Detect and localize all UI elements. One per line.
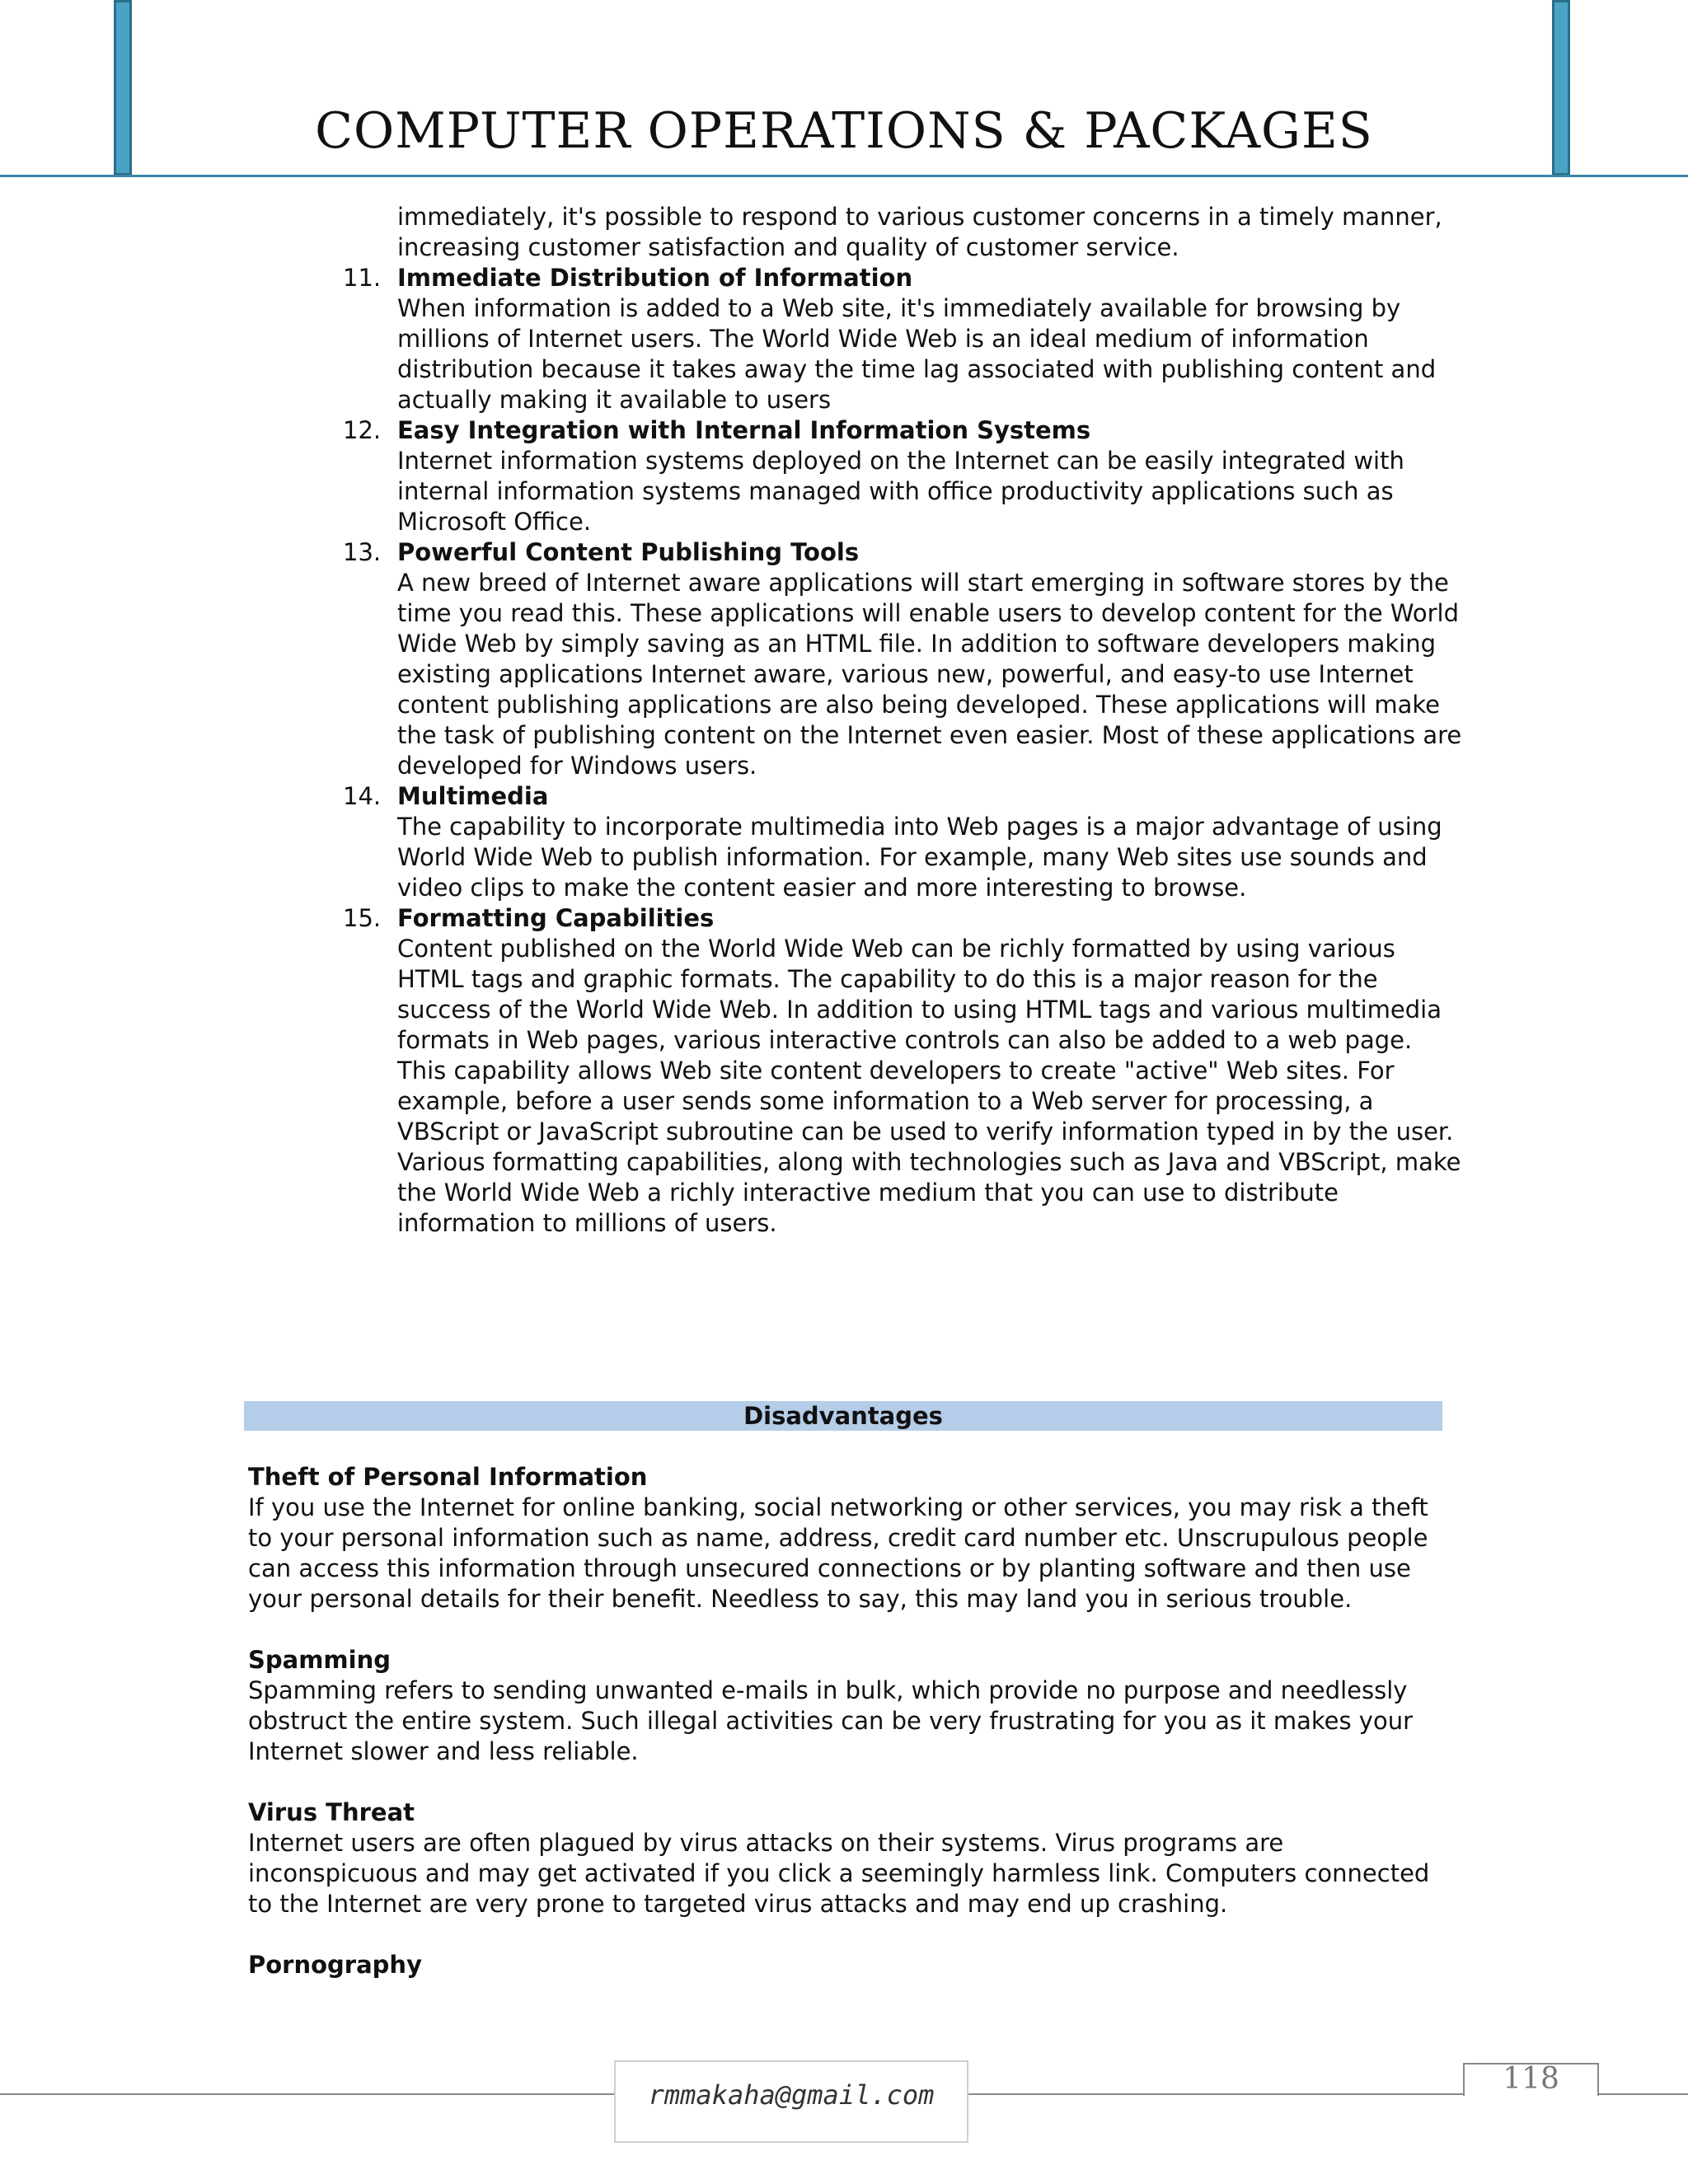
- item-body: The capability to incorporate multimedia into Web pages is a major advantage of using World Wide Web to publish information. For example, many Web sites use sounds and video clips to make the content easier and more interesting to browse.: [397, 813, 1442, 902]
- page-number: 118: [1463, 2063, 1599, 2096]
- item-body: A new breed of Internet aware applications will start emerging in software stores by the time you read this. These applications will enable users to develop content for the World Wide Web by simply saving as an HTML file. In addition to software developers making existing applications Internet aware, various new, powerful, and easy-to use Internet content publishing applications are also being developed. These applications will make the task of publishing content on the Internet even easier. Most of these applications are developed for Windows users.: [397, 569, 1462, 780]
- footer-email: rmmakaha@gmail.com: [614, 2060, 968, 2143]
- disadvantage-title: Virus Threat: [248, 1798, 415, 1826]
- item-title: Powerful Content Publishing Tools: [397, 538, 860, 566]
- page-header-title: COMPUTER OPERATIONS & PACKAGES: [315, 102, 1373, 160]
- disadvantage-body: Spamming refers to sending unwanted e-mails in bulk, which provide no purpose and needlessly obstruct the entire system. Such illegal activities can be very frustrating for you as it makes your Internet slower and less reliable.: [248, 1676, 1414, 1765]
- item-number: 15.: [343, 904, 382, 932]
- list-item: [343, 537, 1467, 781]
- disadvantage-title: Theft of Personal Information: [248, 1463, 648, 1491]
- disadvantage-block: [248, 1462, 1451, 1615]
- disadvantage-body: Internet users are often plagued by virus attacks on their systems. Virus programs are inconspicuous and may get activated if you click a seemingly harmless link. Computers connected to the Internet are very prone to targeted virus attacks and may end up crashing.: [248, 1829, 1430, 1918]
- list-item: [343, 781, 1467, 903]
- item-number: 14.: [343, 782, 382, 810]
- footer-rule-right: [968, 2093, 1463, 2095]
- footer-rule-tail: [1599, 2093, 1688, 2095]
- footer-rule-left: [0, 2093, 614, 2095]
- advantages-list: [343, 202, 1467, 1239]
- disadvantage-block: [248, 1950, 1451, 1980]
- disadvantage-block: [248, 1645, 1451, 1767]
- item-title: Immediate Distribution of Information: [397, 264, 913, 292]
- disadvantage-body: If you use the Internet for online banking, social networking or other services, you may risk a theft to your personal information such as name, address, credit card number etc. Unscrupulous people can access this information through unsecured connections or by planting software and then use your personal details for their benefit. Needless to say, this may land you in serious trouble.: [248, 1493, 1428, 1613]
- disadvantage-title: Pornography: [248, 1951, 422, 1979]
- disadvantage-title: Spamming: [248, 1646, 391, 1674]
- item-title: Multimedia: [397, 782, 549, 810]
- continuation-paragraph: immediately, it's possible to respond to various customer concerns in a timely manner, increasing customer satisfaction and quality of customer service.: [397, 203, 1442, 261]
- item-title: Formatting Capabilities: [397, 904, 715, 932]
- disadvantages-section: [248, 1462, 1451, 2011]
- item-number: 11.: [343, 264, 382, 292]
- disadvantages-heading: Disadvantages: [244, 1401, 1442, 1431]
- item-body: When information is added to a Web site, it's immediately available for browsing by millions of Internet users. The World Wide Web is an ideal medium of information distribution because it takes away the time lag associated with publishing content and actually making it available to users: [397, 294, 1437, 414]
- list-item: [343, 263, 1467, 415]
- item-title: Easy Integration with Internal Information Systems: [397, 416, 1091, 444]
- item-body: Internet information systems deployed on the Internet can be easily integrated with internal information systems managed with office productivity applications such as Microsoft Office.: [397, 447, 1404, 536]
- item-number: 13.: [343, 538, 382, 566]
- item-number: 12.: [343, 416, 382, 444]
- item-body: Content published on the World Wide Web can be richly formatted by using various HTML tags and graphic formats. The capability to do this is a major reason for the success of the World Wide Web. In addition to using HTML tags and various multimedia formats in Web pages, various interactive controls can also be added to a web page. This capability allows Web site content developers to create "active" Web sites. For example, before a user sends some information to a Web server for processing, a VBScript or JavaScript subroutine can be used to verify information typed in by the user. Various formatting capabilities, along with technologies such as Java and VBScript, make the World Wide Web a richly interactive medium that you can use to distribute information to millions of users.: [397, 935, 1461, 1237]
- list-item: [343, 415, 1467, 537]
- header-divider: [0, 175, 1688, 177]
- list-item: [343, 903, 1467, 1239]
- disadvantage-block: [248, 1797, 1451, 1919]
